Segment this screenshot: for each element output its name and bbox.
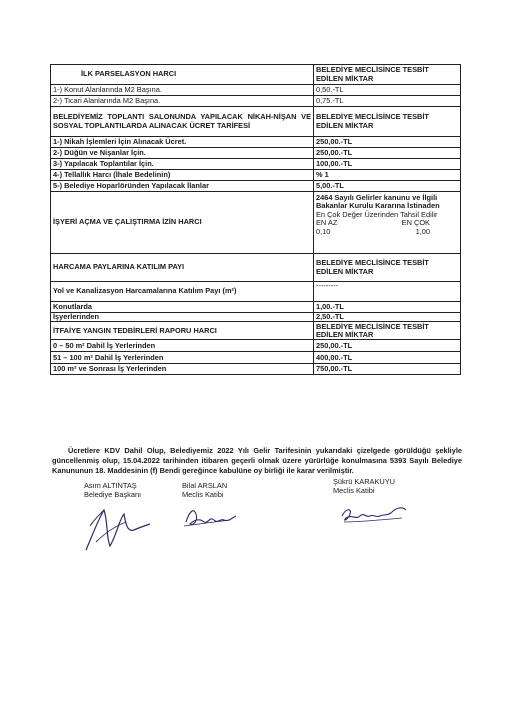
- hall-row-value: % 1: [314, 170, 461, 181]
- fire-header-left: İTFAİYE YANGIN TEDBİRLERİ RAPORU HARCI: [51, 322, 314, 340]
- footer-text: Ücretlere KDV Dahil Olup, Belediyemiz 2022 Yılı Gelir Tarifesinin yukarıdaki çizelgede görüldüğü şekliyle güncellenmiş olup, 15.04.2022 tarihinden itibaren geçerli olmak üzere yürürlüğe konulmasına 5393 Sayılı Belediye Kanununun 18. Maddesinin (f) Bendi gereğince kabulüne oy birliği ile karar verilmiştir.: [52, 446, 462, 476]
- hall-row-value: 100,00.-TL: [314, 159, 461, 170]
- participation-sub-value: 1,00.-TL: [314, 302, 461, 313]
- participation-sub-label: Konutlarda: [51, 302, 314, 313]
- table-row: [51, 302, 461, 313]
- signature-name: Asım ALTINTAŞ: [84, 481, 137, 490]
- parcel-header-left: İLK PARSELASYON HARCI: [51, 65, 314, 85]
- hall-row-value: 5,00.-TL: [314, 181, 461, 192]
- table-row: [51, 107, 461, 137]
- license-cell: [314, 192, 461, 254]
- table-row: [51, 181, 461, 192]
- participation-row-value: ---------: [314, 282, 461, 302]
- fire-header-right: BELEDİYE MECLİSİNCE TESBİT EDİLEN MİKTAR: [314, 322, 461, 340]
- signature-title: Meclis Katibi: [182, 490, 224, 499]
- participation-header-right: BELEDİYE MECLİSİNCE TESBİT EDİLEN MİKTAR: [314, 254, 461, 282]
- parcel-row-value: 0,75.-TL: [314, 96, 461, 107]
- license-law-text: 2464 Sayılı Gelirler kanunu ve İlgili Bakanlar Kurulu Kararına İstinaden: [316, 193, 440, 211]
- clerk-1-signature-icon: [180, 502, 240, 532]
- fire-row-label: 51 – 100 m² Dahil İş Yerlerinden: [51, 352, 314, 364]
- table-row: [51, 148, 461, 159]
- table-row: [51, 137, 461, 148]
- table-row: [51, 192, 461, 254]
- table-row: [51, 65, 461, 85]
- signature-name: Şükrü KARAKUYU: [333, 477, 396, 486]
- table-row: [51, 254, 461, 282]
- signature-block-clerk-2: [333, 477, 395, 495]
- footer-decision-text: [52, 446, 462, 477]
- fire-row-value: 400,00.-TL: [314, 352, 461, 364]
- hall-header-left: BELEDİYEMİZ TOPLANTI SALONUNDA YAPILACAK NİKAH-NİŞAN VE SOSYAL TOPLANTILARDA ALINACAK ÜCRET TARİFESİ: [51, 107, 314, 137]
- table-row: [51, 170, 461, 181]
- hall-row-value: 250,00.-TL: [314, 137, 461, 148]
- parcel-row-value: 0,50.-TL: [314, 85, 461, 96]
- license-rate-labels: [316, 219, 458, 227]
- participation-row-label: Yol ve Kanalizasyon Harcamalarına Katılım Payı (m²): [51, 282, 314, 302]
- fire-row-value: 750,00.-TL: [314, 364, 461, 375]
- hall-header-right: BELEDİYE MECLİSİNCE TESBİT EDİLEN MİKTAR: [314, 107, 461, 137]
- license-label: İŞYERİ AÇMA VE ÇALIŞTIRMA İZİN HARCI: [51, 192, 314, 254]
- license-max-label: EN ÇOK: [401, 218, 430, 228]
- fire-row-value: 250,00.-TL: [314, 340, 461, 352]
- table-row: [51, 159, 461, 170]
- license-rate-values: [316, 228, 458, 236]
- table-row: [51, 340, 461, 352]
- table-row: [51, 85, 461, 96]
- license-max-value: 1,00: [415, 226, 430, 236]
- license-note: En Çok Değer Üzerinden Tahsil Edilir: [316, 209, 438, 219]
- table-row: [51, 352, 461, 364]
- table-row: [51, 282, 461, 302]
- table-row: [51, 364, 461, 375]
- mayor-signature-icon: [76, 496, 156, 554]
- table-row: [51, 322, 461, 340]
- participation-sub-label: İşyerlerinden: [51, 313, 314, 322]
- parcel-row-label: 1-) Konut Alanlarında M2 Başına.: [51, 85, 314, 96]
- hall-row-label: 5-) Belediye Hoparlöründen Yapılacak İlanlar: [51, 181, 314, 192]
- hall-row-label: 2-) Düğün ve Nişanlar İçin.: [51, 148, 314, 159]
- fee-table: [50, 64, 461, 375]
- signature-block-clerk-1: [182, 481, 227, 499]
- fire-row-label: 0 – 50 m² Dahil İş Yerlerinden: [51, 340, 314, 352]
- table-row: [51, 96, 461, 107]
- license-min-value: 0,10: [316, 226, 331, 236]
- clerk-2-signature-icon: [336, 498, 412, 528]
- participation-header-left: HARCAMA PAYLARINA KATILIM PAYI: [51, 254, 314, 282]
- hall-row-value: 250,00.-TL: [314, 148, 461, 159]
- signature-title: Meclis Katibi: [333, 486, 375, 495]
- license-min-label: EN AZ: [316, 218, 338, 228]
- parcel-row-label: 2-) Ticari Alanlarında M2 Başına.: [51, 96, 314, 107]
- fire-row-label: 100 m² ve Sonrası İş Yerlerinden: [51, 364, 314, 375]
- hall-row-label: 3-) Yapılacak Toplantılar İçin.: [51, 159, 314, 170]
- hall-row-label: 4-) Tellallık Harcı (İhale Bedelinin): [51, 170, 314, 181]
- signature-title: Belediye Başkanı: [84, 490, 142, 499]
- signature-name: Bilal ARSLAN: [182, 481, 228, 490]
- hall-row-label: 1-) Nikah İşlemleri İçin Alınacak Ücret.: [51, 137, 314, 148]
- participation-sub-value: 2,50.-TL: [314, 313, 461, 322]
- parcel-header-right: BELEDİYE MECLİSİNCE TESBİT EDİLEN MİKTAR: [314, 65, 461, 85]
- table-row: [51, 313, 461, 322]
